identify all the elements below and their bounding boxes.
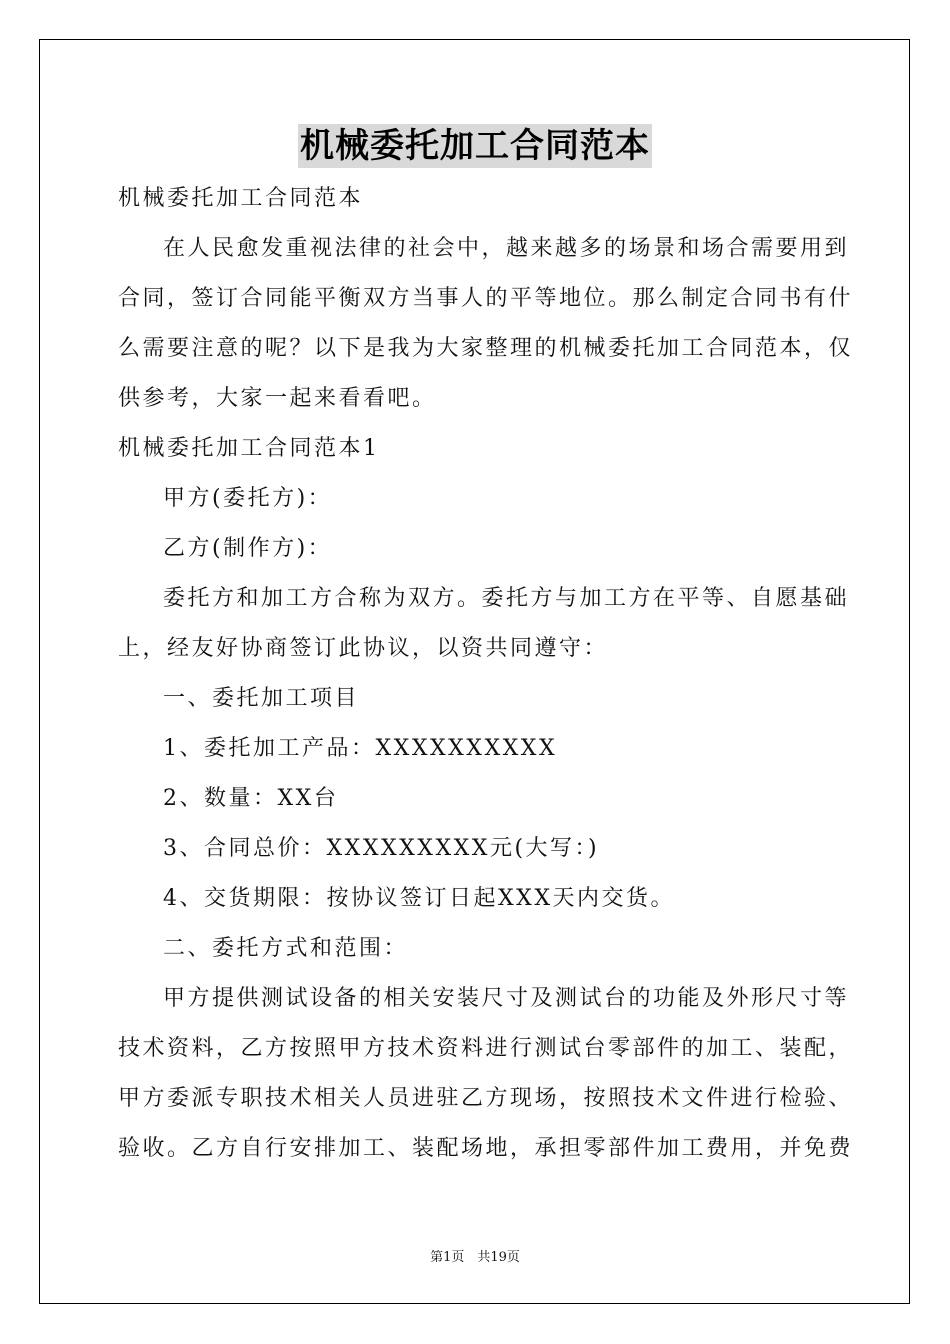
paragraph-line: 甲方委派专职技术相关人员进驻乙方现场，按照技术文件进行检验、 bbox=[118, 1086, 854, 1111]
party-a-line: 甲方(委托方)： bbox=[163, 486, 333, 511]
paragraph-line: 验收。乙方自行安排加工、装配场地，承担零部件加工费用，并免费 bbox=[118, 1136, 854, 1161]
paragraph-line: 供参考，大家一起来看看吧。 bbox=[118, 386, 437, 411]
paragraph-line: 合同，签订合同能平衡双方当事人的平等地位。那么制定合同书有什 bbox=[118, 286, 854, 311]
clause-item: 1、委托加工产品：XXXXXXXXXX bbox=[163, 736, 558, 761]
paragraph-line: 甲方提供测试设备的相关安装尺寸及测试台的功能及外形尺寸等 bbox=[163, 986, 850, 1011]
section-heading: 机械委托加工合同范本1 bbox=[118, 436, 380, 461]
paragraph-line: 技术资料，乙方按照甲方技术资料进行测试台零部件的加工、装配， bbox=[118, 1036, 854, 1061]
paragraph-line: 委托方和加工方合称为双方。委托方与加工方在平等、自愿基础 bbox=[163, 586, 850, 611]
page-border bbox=[39, 39, 910, 1304]
clause-heading: 一、委托加工项目 bbox=[163, 686, 360, 711]
clause-item: 2、数量：XX台 bbox=[163, 786, 339, 811]
page-number: 第1页 共19页 bbox=[430, 1250, 520, 1265]
paragraph-line: 在人民愈发重视法律的社会中，越来越多的场景和场合需要用到 bbox=[163, 236, 850, 261]
clause-item: 4、交货期限：按协议签订日起XXX天内交货。 bbox=[163, 886, 675, 911]
subtitle-line: 机械委托加工合同范本 bbox=[118, 186, 364, 211]
party-b-line: 乙方(制作方)： bbox=[163, 536, 333, 561]
paragraph-line: 么需要注意的呢？以下是我为大家整理的机械委托加工合同范本，仅 bbox=[118, 336, 854, 361]
clause-heading: 二、委托方式和范围： bbox=[163, 936, 409, 961]
paragraph-line: 上，经友好协商签订此协议，以资共同遵守： bbox=[118, 636, 609, 661]
document-title: 机械委托加工合同范本 bbox=[300, 126, 650, 166]
clause-item: 3、合同总价：XXXXXXXXX元(大写：) bbox=[163, 836, 600, 861]
